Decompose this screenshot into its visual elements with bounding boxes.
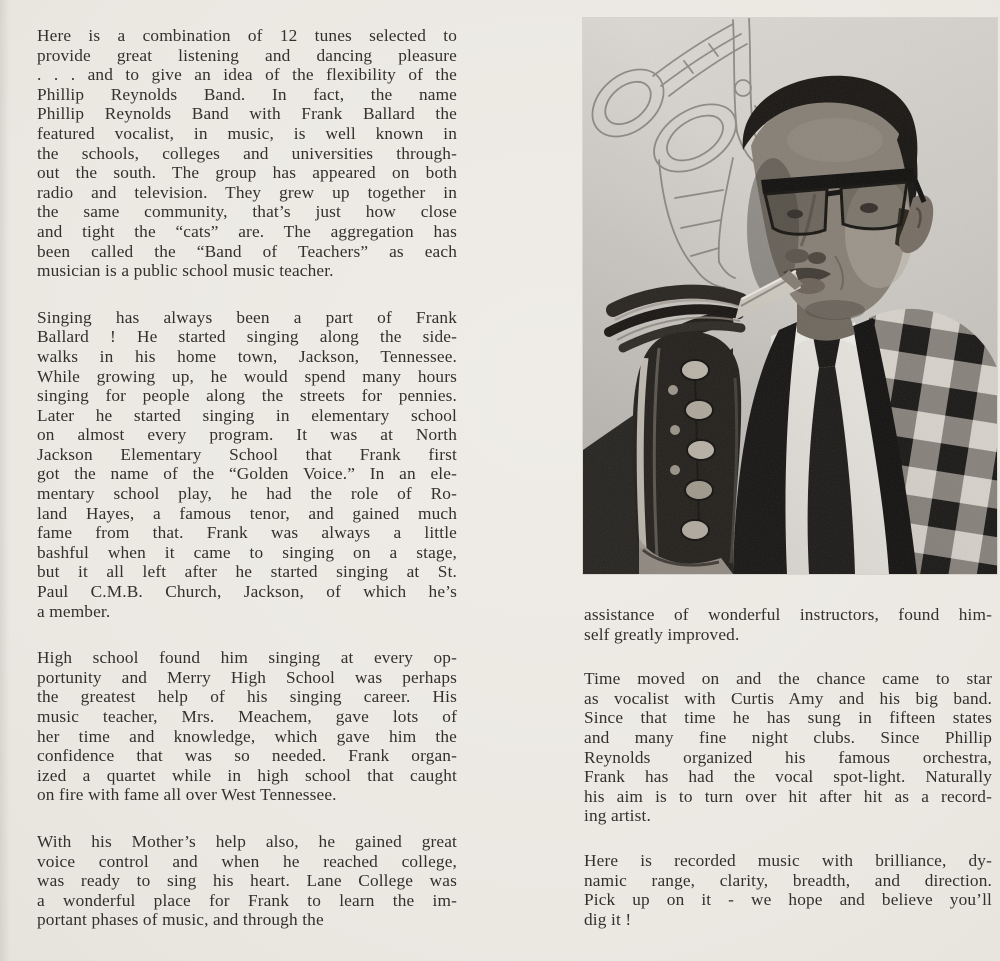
early-singing-paragraph: [37, 308, 457, 622]
text-line: walks in his home town, Jackson, Tennessee.: [37, 346, 457, 366]
high-school-paragraph: [37, 648, 457, 805]
text-line: dig it !: [584, 909, 632, 929]
text-line: music teacher, Mrs. Meachem, gave lots of: [37, 707, 457, 726]
text-line: and tight the “cats” are. The aggregation has: [37, 221, 457, 241]
text-line: Phillip Reynolds Band with Frank Ballard the: [37, 104, 457, 124]
text-line: mentary school play, he had the role of Ro-: [37, 484, 457, 504]
text-line: Since that time he has sung in fifteen states: [584, 708, 992, 728]
text-line: Pick up on it - we hope and believe you’ll: [584, 890, 992, 910]
text-line: been called the “Band of Teachers” as each: [37, 241, 457, 261]
text-line: Frank has had the vocal spot-light. Naturally: [584, 767, 992, 787]
text-line: his aim is to turn over hit after hit as a record-: [584, 786, 992, 806]
right-column: [584, 605, 992, 954]
text-line: confidence that was so needed. Frank organ-: [37, 746, 457, 766]
text-line: assistance of wonderful instructors, found him-: [584, 605, 992, 624]
text-line: fame from that. Frank was always a little: [37, 523, 457, 543]
text-line: portunity and Merry High School was perhaps: [37, 667, 457, 687]
improvement-paragraph: [584, 605, 992, 644]
text-line: the same community, that’s just how close: [37, 202, 457, 222]
text-line: out the south. The group has appeared on both: [37, 163, 457, 183]
text-line: ized a quartet while in high school that caught: [37, 765, 457, 785]
text-line: ing artist.: [584, 806, 651, 826]
left-column: [37, 26, 457, 957]
text-line: Here is recorded music with brilliance, dy-: [584, 850, 992, 870]
career-paragraph: [584, 669, 992, 826]
text-line: on almost every program. It was at North: [37, 425, 457, 445]
text-line: but it all left after he started singing at St.: [37, 562, 457, 582]
text-line: a member.: [37, 601, 111, 621]
text-line: self greatly improved.: [584, 624, 740, 644]
text-line: Phillip Reynolds Band. In fact, the name: [37, 84, 457, 104]
text-line: and many fine night clubs. Since Phillip: [584, 727, 992, 747]
college-paragraph: [37, 832, 457, 930]
text-line: namic range, clarity, breadth, and direction.: [584, 870, 992, 890]
text-line: got the name of the “Golden Voice.” In an ele-: [37, 464, 457, 484]
intro-paragraph: [37, 26, 457, 281]
text-line: on fire with fame all over West Tennessee.: [37, 785, 337, 805]
photo-illustration: [583, 18, 997, 574]
text-line: featured vocalist, in music, is well known in: [37, 123, 457, 143]
text-line: provide great listening and dancing pleasure: [37, 45, 457, 65]
text-line: musician is a public school music teacher.: [37, 261, 334, 281]
text-line: bashful when it came to singing on a stage,: [37, 542, 457, 562]
text-line: Reynolds organized his famous orchestra,: [584, 747, 992, 767]
text-line: Time moved on and the chance came to star: [584, 669, 992, 689]
text-line: voice control and when he reached college,: [37, 851, 457, 871]
text-line: Paul C.M.B. Church, Jackson, of which he’s: [37, 582, 457, 602]
closing-paragraph: [584, 851, 992, 929]
text-line: as vocalist with Curtis Amy and his big band.: [584, 688, 992, 708]
text-line: While growing up, he would spend many hours: [37, 366, 457, 386]
text-line: Later he started singing in elementary school: [37, 405, 457, 425]
text-line: the greatest help of his singing career. His: [37, 687, 457, 707]
text-line: With his Mother’s help also, he gained great: [37, 831, 457, 851]
text-line: singing for people along the streets for pennies.: [37, 386, 457, 406]
frank-ballard-photo: [583, 18, 997, 574]
text-line: portant phases of music, and through the: [37, 910, 324, 930]
text-line: radio and television. They grew up together in: [37, 182, 457, 202]
text-line: was ready to sing his heart. Lane College was: [37, 871, 457, 891]
text-line: land Hayes, a famous tenor, and gained much: [37, 503, 457, 523]
text-line: the schools, colleges and universities through-: [37, 143, 457, 163]
text-line: Singing has always been a part of Frank: [37, 307, 457, 327]
text-line: High school found him singing at every op-: [37, 648, 457, 668]
text-line: a wonderful place for Frank to learn the im-: [37, 890, 457, 910]
text-line: Here is a combination of 12 tunes selected to: [37, 26, 457, 45]
text-line: Jackson Elementary School that Frank first: [37, 444, 457, 464]
text-line: . . . and to give an idea of the flexibility of the: [37, 65, 457, 85]
text-line: Ballard ! He started singing along the side-: [37, 327, 457, 347]
text-line: her time and knowledge, which gave him the: [37, 726, 457, 746]
